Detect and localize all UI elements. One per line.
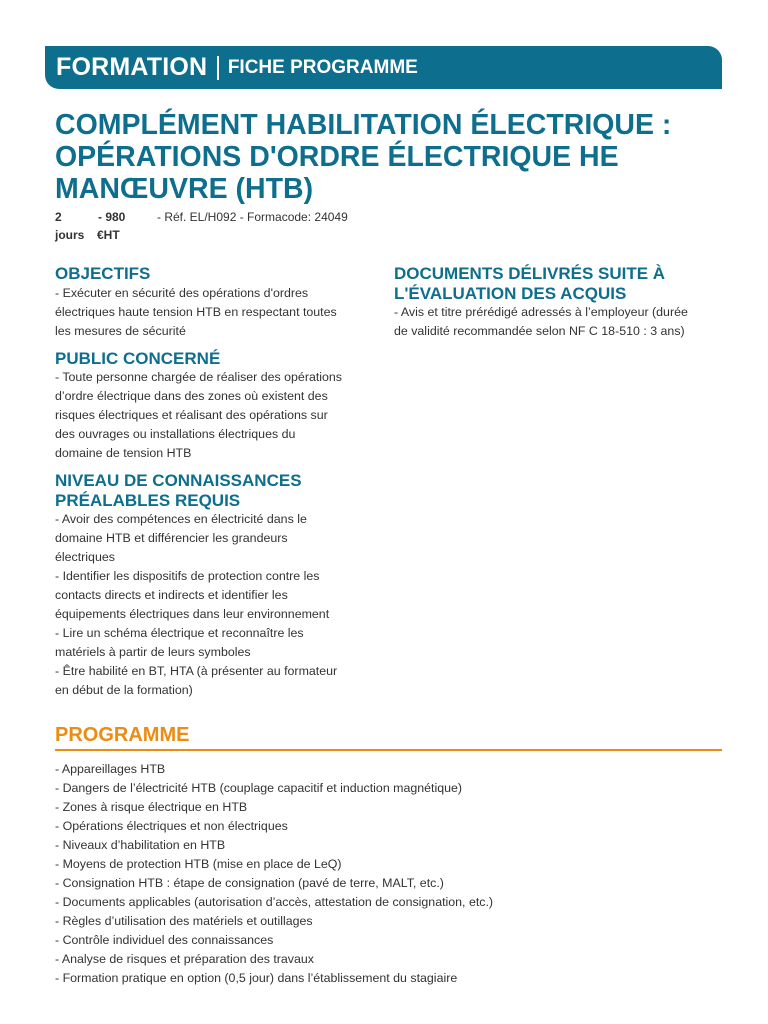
public-line: - Toute personne chargée de réaliser des opérations [55, 370, 343, 384]
programme-item: - Documents applicables (autorisation d’accès, attestation de consignation, etc.) [55, 895, 494, 909]
public-line: d’ordre électrique dans des zones où existent des [55, 389, 328, 403]
objectifs-line: - Exécuter en sécurité des opérations d'ordres [55, 286, 309, 300]
programme-item: - Appareillages HTB [55, 762, 166, 776]
programme-item: - Analyse de risques et préparation des travaux [55, 952, 314, 966]
programme-divider [55, 749, 722, 751]
programme-item: - Zones à risque électrique en HTB [55, 800, 248, 814]
duration [55, 208, 84, 244]
course-title: COMPLÉMENT HABILITATION ÉLECTRIQUE : OPÉRATIONS D'ORDRE ÉLECTRIQUE HE MANŒUVRE (HTB) [55, 109, 672, 205]
programme-list [55, 760, 493, 988]
niveau-line: équipements électriques dans leur environnement [55, 607, 330, 621]
programme-item: - Niveaux d’habilitation en HTB [55, 838, 226, 852]
header-banner [45, 46, 722, 89]
objectifs-line: les mesures de sécurité [55, 324, 186, 338]
header-fiche-programme: FICHE PROGRAMME [227, 56, 418, 78]
header-separator [217, 56, 219, 80]
price [98, 208, 125, 244]
niveau-line: - Être habilité en BT, HTA (à présenter au formateur [55, 664, 338, 678]
programme-item: - Dangers de l’électricité HTB (couplage capacitif et induction magnétique) [55, 781, 463, 795]
objectifs-heading: OBJECTIFS [55, 264, 151, 283]
niveau-line: - Identifier les dispositifs de protection contre les [55, 569, 320, 583]
niveau-line: - Avoir des compétences en électricité dans le [55, 512, 307, 526]
documents-line: - Avis et titre prérédigé adressés à l’employeur (durée [394, 305, 688, 319]
niveau-heading-line: NIVEAU DE CONNAISSANCES [55, 471, 302, 490]
niveau-heading-line: PRÉALABLES REQUIS [55, 491, 241, 510]
price-unit: €HT [97, 228, 120, 242]
programme-item: - Consignation HTB : étape de consignation (pavé de terre, MALT, etc.) [55, 876, 444, 890]
niveau-line: domaine HTB et différencier les grandeurs [55, 531, 288, 545]
programme-item: - Opérations électriques et non électriques [55, 819, 288, 833]
header-formation: FORMATION [56, 53, 208, 81]
documents-heading-line: DOCUMENTS DÉLIVRÉS SUITE À [394, 264, 666, 283]
reference: - Réf. EL/H092 - Formacode: 24049 [157, 210, 348, 224]
programme-item: - Contrôle individuel des connaissances [55, 933, 274, 947]
niveau-line: électriques [55, 550, 115, 564]
documents-text [394, 303, 688, 341]
niveau-heading [55, 471, 302, 511]
programme-item: - Formation pratique en option (0,5 jour) dans l’établissement du stagiaire [55, 971, 458, 985]
public-line: domaine de tension HTB [55, 446, 192, 460]
programme-heading: PROGRAMME [55, 724, 190, 746]
programme-item: - Moyens de protection HTB (mise en place de LeQ) [55, 857, 342, 871]
niveau-line: en début de la formation) [55, 683, 193, 697]
objectifs-text [55, 284, 337, 341]
programme-item: - Règles d’utilisation des matériels et outillages [55, 914, 313, 928]
objectifs-line: électriques haute tension HTB en respectant toutes [55, 305, 337, 319]
documents-heading [394, 264, 665, 304]
public-line: des ouvrages ou installations électriques du [55, 427, 296, 441]
niveau-line: contacts directs et indirects et identifier les [55, 588, 288, 602]
documents-line: de validité recommandée selon NF C 18-510 : 3 ans) [394, 324, 685, 338]
duration-number: 2 [55, 210, 62, 224]
niveau-text [55, 510, 337, 700]
public-line: risques électriques et réalisant des opérations sur [55, 408, 328, 422]
public-heading: PUBLIC CONCERNÉ [55, 349, 221, 368]
price-number: - 980 [98, 210, 126, 224]
duration-unit: jours [55, 228, 85, 242]
niveau-line: - Lire un schéma électrique et reconnaître les [55, 626, 304, 640]
niveau-line: matériels à partir de leurs symboles [55, 645, 251, 659]
public-text [55, 368, 342, 463]
documents-heading-line: L'ÉVALUATION DES ACQUIS [394, 284, 627, 303]
